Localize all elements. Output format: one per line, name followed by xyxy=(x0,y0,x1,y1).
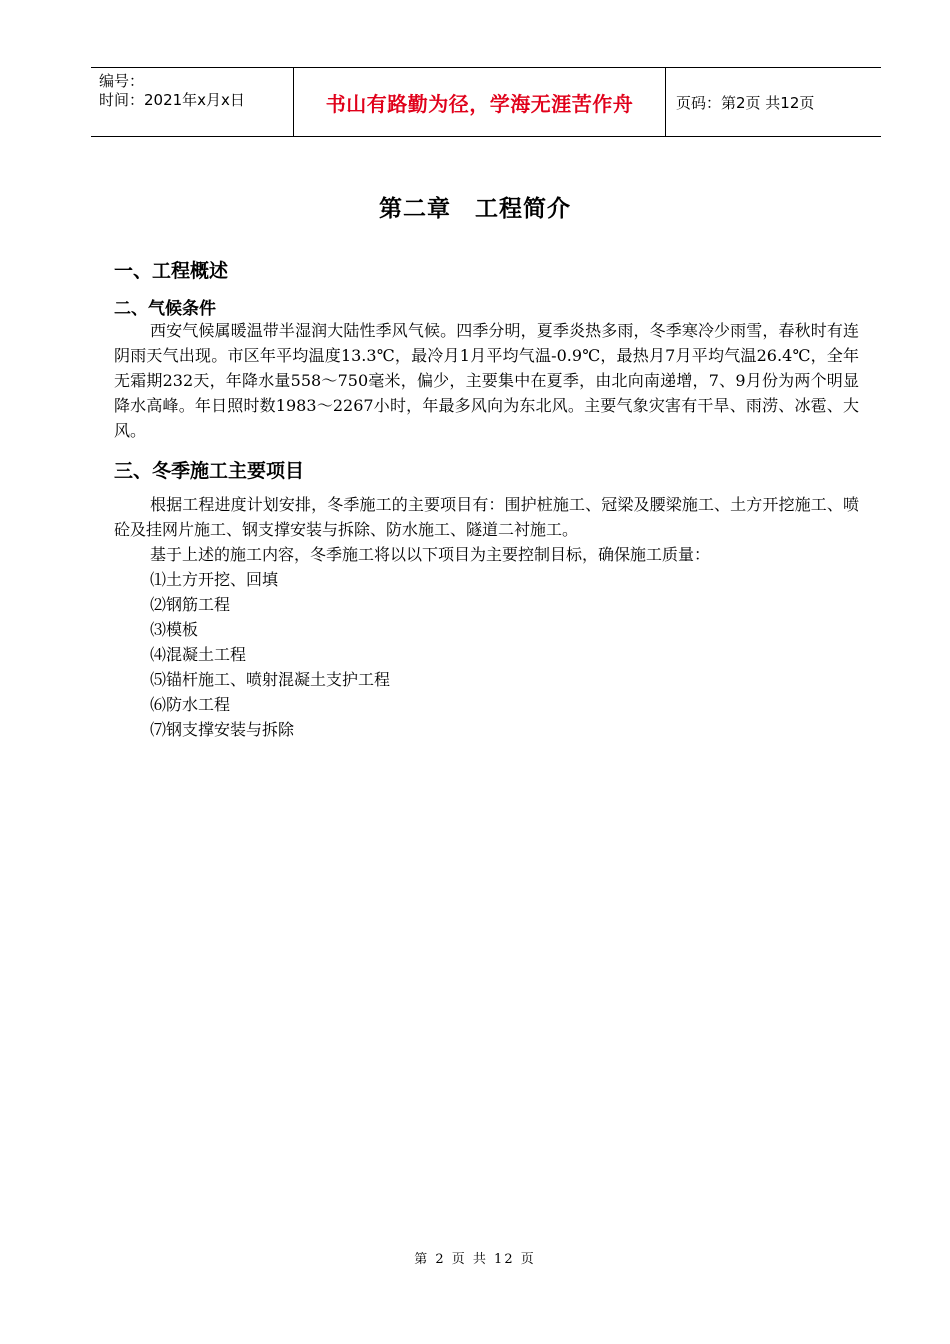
list-item: ⑸锚杆施工、喷射混凝土支护工程 xyxy=(150,670,391,689)
list-item: ⑺钢支撑安装与拆除 xyxy=(150,720,295,739)
header-page-cell xyxy=(666,68,881,136)
section-2-body xyxy=(114,318,859,443)
page-header xyxy=(91,67,881,137)
list-item: ⑵钢筋工程 xyxy=(150,595,231,614)
list-item: ⑶模板 xyxy=(150,620,199,639)
control-paragraph: 基于上述的施工内容，冬季施工将以以下项目为主要控制目标，确保施工质量： xyxy=(150,545,711,564)
climate-paragraph: 西安气候属暖温带半湿润大陆性季风气候。四季分明，夏季炎热多雨，冬季寒冷少雨雪，春秋时有连阴雨天气出现。市区年平均温度13.3℃，最冷月1月平均气温-0.9℃，最热月7月平均气温26.4℃，全年无霜期232天，年降水量558～750毫米，偏少，主要集中在夏季，由北向南递增，7、9月份为两个明显降水高峰。年日照时数1983～2267小时，年最多风向为东北风。主要气象灾害有干旱、雨涝、冰雹、大风。 xyxy=(114,321,859,440)
page-footer xyxy=(0,1248,950,1267)
control-items-list xyxy=(150,567,390,742)
motto-text: 书山有路勤为径，学海无涯苦作舟 xyxy=(325,91,634,116)
page-label: 页码：第2页 共12页 xyxy=(676,93,815,112)
chapter-title: 第二章 工程简介 xyxy=(379,196,571,222)
list-item: ⑴土方开挖、回填 xyxy=(150,570,279,589)
footer-page-number: 第 2 页 共 12 页 xyxy=(414,1252,536,1267)
section-3-body xyxy=(114,492,859,567)
list-item: ⑹防水工程 xyxy=(150,695,231,714)
number-label: 编号： xyxy=(99,72,145,90)
header-motto-cell xyxy=(293,68,666,136)
section-2-title: 二、气候条件 xyxy=(114,299,216,319)
header-info xyxy=(91,68,293,136)
projects-paragraph: 根据工程进度计划安排，冬季施工的主要项目有：围护桩施工、冠梁及腰梁施工、土方开挖施工、喷砼及挂网片施工、钢支撑安装与拆除、防水施工、隧道二衬施工。 xyxy=(114,495,859,539)
list-item: ⑷混凝土工程 xyxy=(150,645,247,664)
section-3-title: 三、冬季施工主要项目 xyxy=(114,460,305,482)
time-label: 时间：2021年x月x日 xyxy=(99,91,245,109)
section-1-title: 一、工程概述 xyxy=(114,260,229,282)
